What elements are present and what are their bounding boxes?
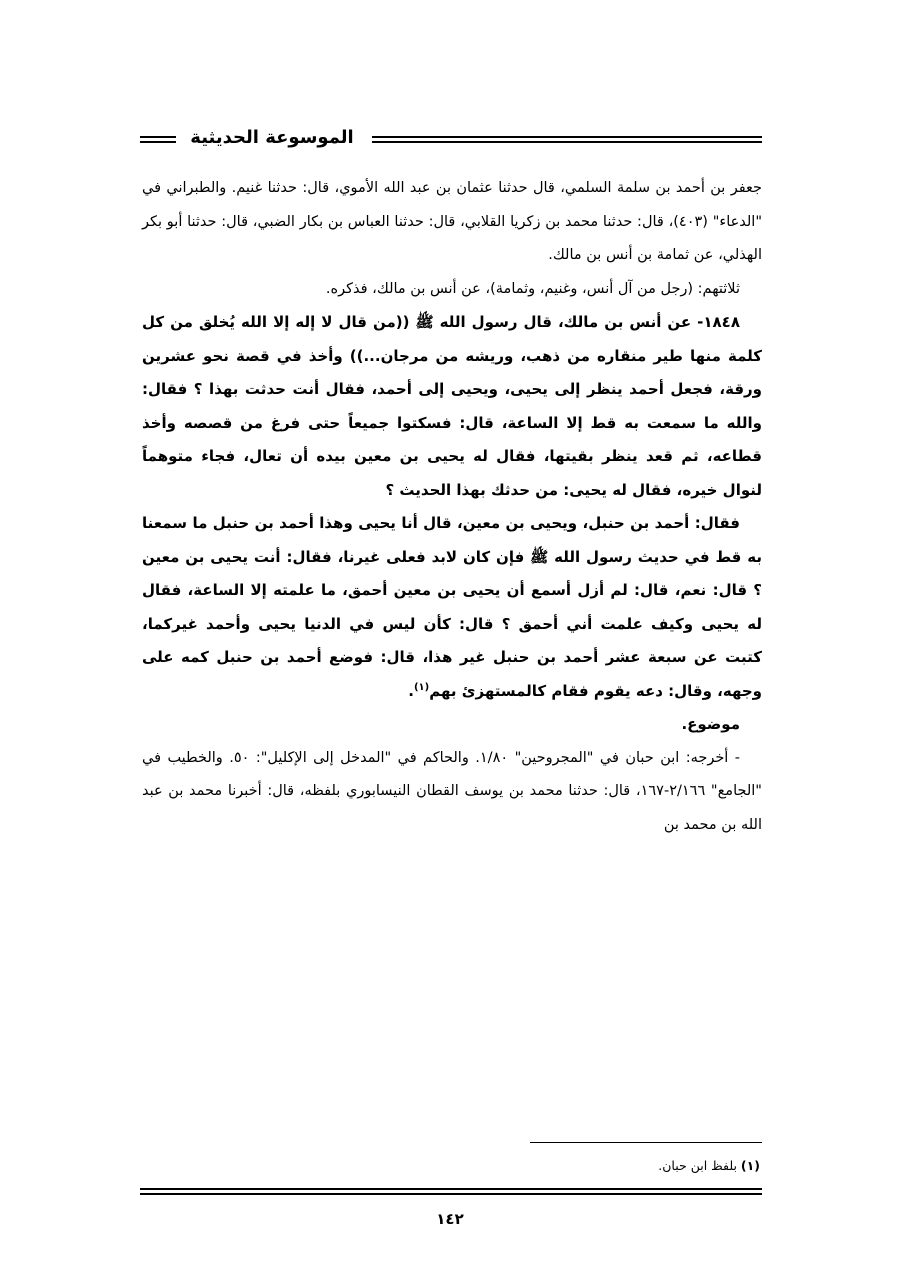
header-rule-left [140, 136, 176, 143]
footnote-text: بلفظ ابن حبان. [658, 1158, 741, 1173]
verdict: موضوع. [681, 715, 740, 733]
header-title: الموسوعة الحديثية [190, 127, 354, 148]
header-rule-right [372, 136, 762, 143]
footnote [440, 1155, 760, 1177]
paragraph-summary: ثلاثتهم: (رجل من آل أنس، وغنيم، وثمامة)، عن أنس بن مالك، فذكره. [325, 280, 740, 297]
footnote-number: (١) [740, 1158, 760, 1173]
footnote-ref: (١) [413, 681, 430, 693]
page-header [140, 124, 762, 154]
takhrij-paragraph: - أخرجه: ابن حبان في "المجروحين" ١/٨٠. والحاكم في "المدخل إلى الإكليل": ٥٠. والخطيب في "الجامع" ٢/١٦٦-١٦٧، قال: حدثنا محمد بن يوسف القطان النيسابوري بلفظه، قال: أخبرنا محمد بن عبد الله بن محمد بن [142, 749, 762, 833]
hadith-continuation-end: . [408, 681, 414, 700]
hadith-continuation [142, 507, 762, 708]
hadith-text: ١٨٤٨- عن أنس بن مالك، قال رسول الله ﷺ ((من قال لا إله إلا الله يُخلق من كل كلمة منها طير منقاره من ذهب، وريشه من مرجان...)) وأخذ في قصة نحو عشرين ورقة، فجعل أحمد ينظر إلى يحيى، ويحيى إلى أحمد، فقال أنت حدثت بهذا ؟ فقال: والله ما سمعت به قط إلا الساعة، قال: فسكتوا جميعاً حتى فرغ من قصصه وأخذ قطاعه، ثم قعد ينظر بقيتها، فقال له يحيى بن معين بيده أن تعال، فجاء متوهماً لنوال خيره، فقال له يحيى: من حدثك بهذا الحديث ؟ [142, 313, 762, 499]
page-number: ١٤٢ [436, 1210, 464, 1228]
bottom-rule [140, 1188, 762, 1195]
paragraph-chain: جعفر بن أحمد بن سلمة السلمي، قال حدثنا عثمان بن عبد الله الأموي، قال: حدثنا غنيم. والطبراني في "الدعاء" (٤٠٣)، قال: حدثنا محمد بن زكريا القلابي، قال: حدثنا العباس بن بكار الضبي، قال: حدثنا أبو بكر الهذلي، عن ثمامة بن أنس بن مالك. [142, 180, 762, 263]
hadith-continuation-text: فقال: أحمد بن حنبل، ويحيى بن معين، قال أنا يحيى وهذا أحمد بن حنبل ما سمعنا به قط في حديث رسول الله ﷺ فإن كان لابد فعلى غيرنا، فقال: أنت يحيى بن معين ؟ قال: نعم، قال: لم أزل أسمع أن يحيى بن معين أحمق، ما علمته إلا الساعة، فقال له يحيى وكيف علمت أني أحمق ؟ قال: كأن ليس في الدنيا يحيى وأحمد غيركما، كتبت عن سبعة عشر أحمد بن حنبل غير هذا، قال: فوضع أحمد بن حنبل كمه على وجهه، وقال: دعه يقوم فقام كالمستهزئ بهم [142, 514, 762, 700]
body-text [142, 172, 762, 842]
footnote-separator [530, 1142, 762, 1143]
